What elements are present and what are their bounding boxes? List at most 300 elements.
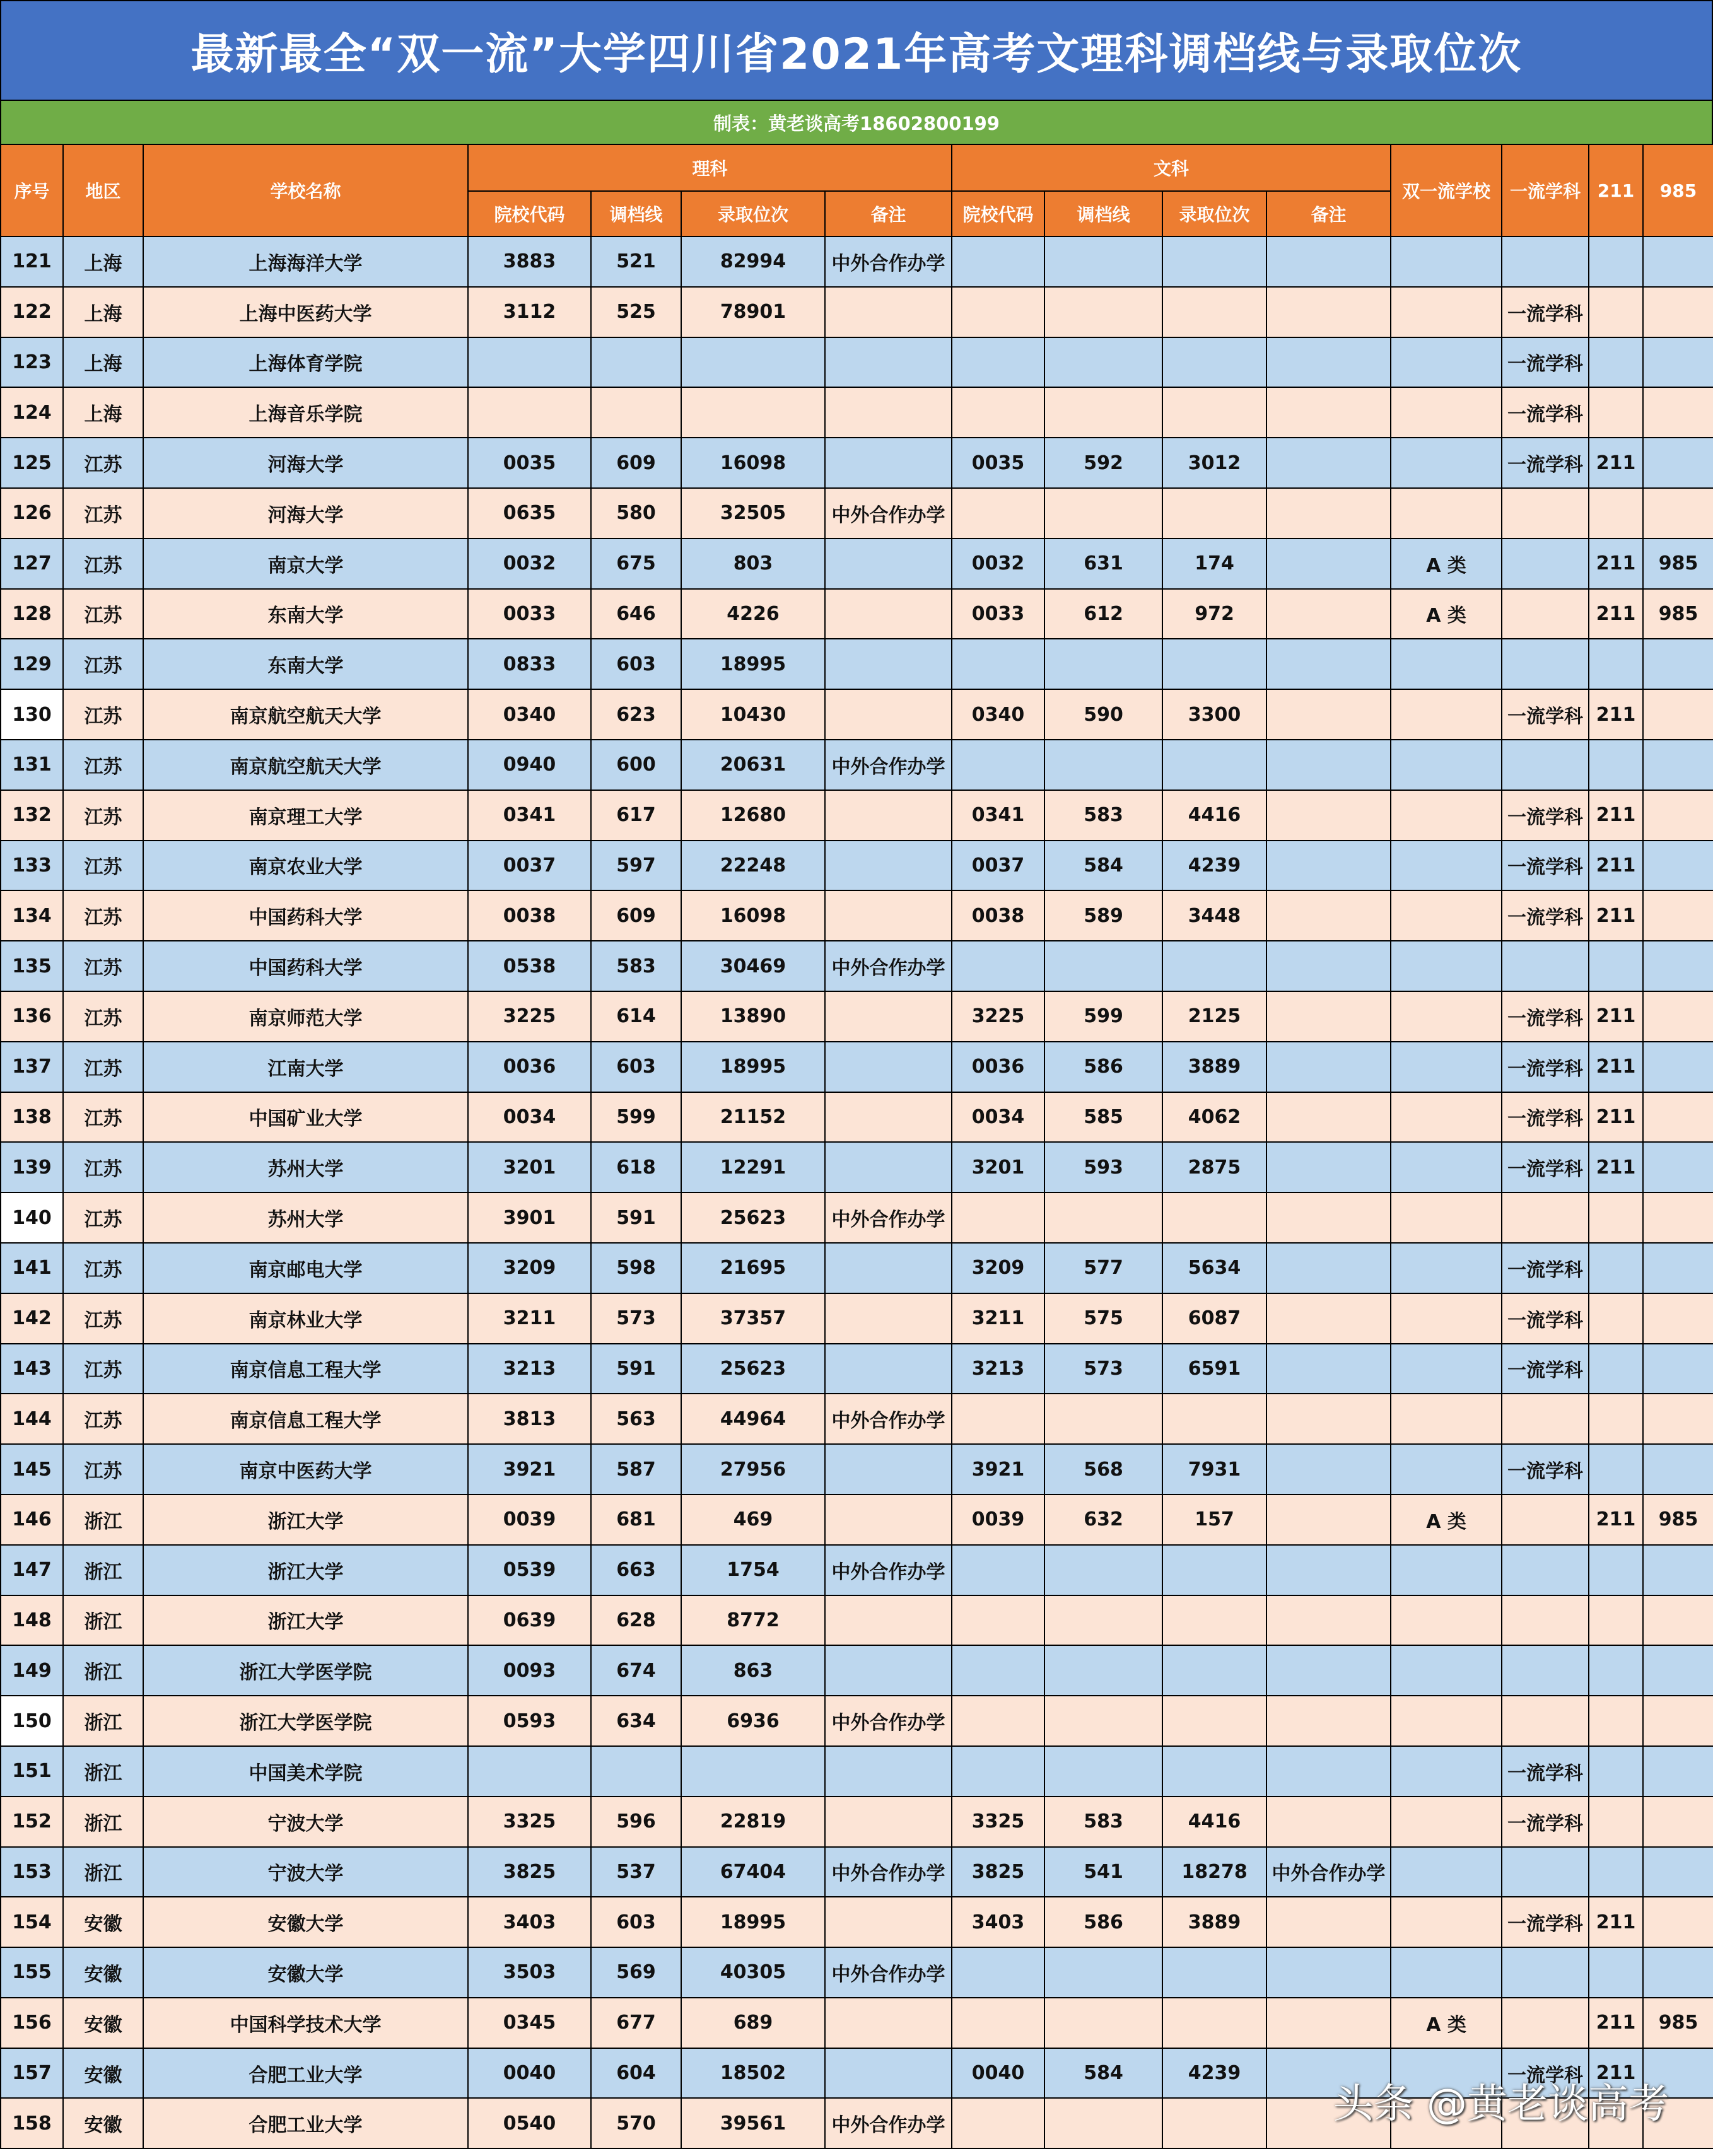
cell-arts-rank bbox=[1162, 639, 1266, 689]
table-row bbox=[1, 890, 1713, 941]
cell-arts-rank: 5634 bbox=[1162, 1243, 1266, 1293]
cell-double-first bbox=[1391, 1192, 1502, 1243]
cell-double-first bbox=[1391, 1344, 1502, 1394]
cell-science-rank: 469 bbox=[681, 1495, 825, 1545]
cell-science-line: 628 bbox=[591, 1595, 681, 1646]
cell-science-code: 3813 bbox=[468, 1394, 591, 1444]
cell-985 bbox=[1643, 1947, 1713, 1998]
cell-arts-note bbox=[1266, 1192, 1391, 1243]
table-row bbox=[1, 841, 1713, 891]
cell-arts-note bbox=[1266, 236, 1391, 287]
cell-arts-code: 0037 bbox=[952, 841, 1044, 891]
header-arts-line: 调档线 bbox=[1044, 191, 1162, 236]
cell-arts-rank: 3300 bbox=[1162, 689, 1266, 740]
cell-science-note bbox=[825, 790, 952, 841]
cell-science-code: 3883 bbox=[468, 236, 591, 287]
cell-science-line: 570 bbox=[591, 2098, 681, 2148]
cell-science-note bbox=[825, 1495, 952, 1545]
cell-arts-rank: 4239 bbox=[1162, 841, 1266, 891]
cell-985 bbox=[1643, 841, 1713, 891]
cell-science-code: 0540 bbox=[468, 2098, 591, 2148]
cell-first-discipline: 一流学科 bbox=[1502, 1243, 1589, 1293]
cell-science-code: 3209 bbox=[468, 1243, 591, 1293]
cell-school: 浙江大学 bbox=[143, 1495, 468, 1545]
cell-985: 985 bbox=[1643, 1998, 1713, 2048]
cell-science-code: 0033 bbox=[468, 589, 591, 639]
cell-science-rank: 13890 bbox=[681, 991, 825, 1042]
cell-arts-line bbox=[1044, 1998, 1162, 2048]
cell-science-line bbox=[591, 337, 681, 388]
cell-arts-code bbox=[952, 1192, 1044, 1243]
cell-arts-code: 0033 bbox=[952, 589, 1044, 639]
cell-science-code: 0034 bbox=[468, 1092, 591, 1143]
cell-region: 江苏 bbox=[63, 639, 143, 689]
cell-science-code: 0039 bbox=[468, 1495, 591, 1545]
cell-science-line: 596 bbox=[591, 1797, 681, 1847]
cell-first-discipline bbox=[1502, 639, 1589, 689]
cell-seq: 127 bbox=[1, 539, 63, 589]
cell-211: 211 bbox=[1589, 890, 1643, 941]
cell-region: 上海 bbox=[63, 287, 143, 337]
cell-seq: 154 bbox=[1, 1897, 63, 1947]
cell-science-code: 3112 bbox=[468, 287, 591, 337]
cell-211: 211 bbox=[1589, 991, 1643, 1042]
cell-science-line: 677 bbox=[591, 1998, 681, 2048]
cell-science-rank: 16098 bbox=[681, 890, 825, 941]
cell-science-line: 663 bbox=[591, 1545, 681, 1595]
cell-region: 江苏 bbox=[63, 1142, 143, 1192]
cell-science-code: 0340 bbox=[468, 689, 591, 740]
cell-seq: 144 bbox=[1, 1394, 63, 1444]
cell-arts-rank bbox=[1162, 740, 1266, 790]
cell-science-note bbox=[825, 337, 952, 388]
cell-first-discipline bbox=[1502, 236, 1589, 287]
cell-science-note: 中外合作办学 bbox=[825, 236, 952, 287]
cell-first-discipline bbox=[1502, 1696, 1589, 1746]
cell-211: 211 bbox=[1589, 790, 1643, 841]
cell-985 bbox=[1643, 1847, 1713, 1897]
cell-arts-note bbox=[1266, 1545, 1391, 1595]
cell-science-rank: 25623 bbox=[681, 1344, 825, 1394]
cell-school: 中国科学技术大学 bbox=[143, 1998, 468, 2048]
cell-985 bbox=[1643, 1394, 1713, 1444]
cell-double-first bbox=[1391, 337, 1502, 388]
cell-science-rank: 78901 bbox=[681, 287, 825, 337]
cell-arts-rank: 18278 bbox=[1162, 1847, 1266, 1897]
cell-double-first: A 类 bbox=[1391, 539, 1502, 589]
cell-211 bbox=[1589, 740, 1643, 790]
cell-211 bbox=[1589, 1192, 1643, 1243]
cell-seq: 139 bbox=[1, 1142, 63, 1192]
cell-science-rank: 863 bbox=[681, 1645, 825, 1696]
cell-arts-note bbox=[1266, 1293, 1391, 1344]
cell-science-rank: 689 bbox=[681, 1998, 825, 2048]
cell-985 bbox=[1643, 1696, 1713, 1746]
cell-school: 安徽大学 bbox=[143, 1897, 468, 1947]
cell-science-rank bbox=[681, 1746, 825, 1797]
cell-science-code: 3825 bbox=[468, 1847, 591, 1897]
cell-arts-code: 0036 bbox=[952, 1042, 1044, 1092]
cell-school: 南京航空航天大学 bbox=[143, 740, 468, 790]
cell-science-line: 591 bbox=[591, 1344, 681, 1394]
cell-school: 浙江大学 bbox=[143, 1595, 468, 1646]
cell-school: 南京信息工程大学 bbox=[143, 1344, 468, 1394]
cell-science-line: 591 bbox=[591, 1192, 681, 1243]
cell-science-line: 634 bbox=[591, 1696, 681, 1746]
table-row bbox=[1, 1897, 1713, 1947]
table-row bbox=[1, 790, 1713, 841]
cell-science-note bbox=[825, 2048, 952, 2099]
cell-first-discipline: 一流学科 bbox=[1502, 1344, 1589, 1394]
cell-science-code: 0032 bbox=[468, 539, 591, 589]
cell-211 bbox=[1589, 488, 1643, 539]
cell-double-first bbox=[1391, 1645, 1502, 1696]
cell-arts-line bbox=[1044, 1696, 1162, 1746]
cell-double-first bbox=[1391, 991, 1502, 1042]
cell-science-line: 598 bbox=[591, 1243, 681, 1293]
cell-double-first bbox=[1391, 287, 1502, 337]
cell-arts-code bbox=[952, 337, 1044, 388]
cell-school: 中国药科大学 bbox=[143, 890, 468, 941]
cell-science-code: 0538 bbox=[468, 941, 591, 991]
cell-science-code: 0593 bbox=[468, 1696, 591, 1746]
header-science-rank: 录取位次 bbox=[681, 191, 825, 236]
cell-seq: 148 bbox=[1, 1595, 63, 1646]
cell-science-code: 3325 bbox=[468, 1797, 591, 1847]
cell-science-rank: 25623 bbox=[681, 1192, 825, 1243]
cell-region: 江苏 bbox=[63, 1192, 143, 1243]
cell-985: 985 bbox=[1643, 1495, 1713, 1545]
cell-science-line: 618 bbox=[591, 1142, 681, 1192]
cell-region: 江苏 bbox=[63, 488, 143, 539]
cell-211: 211 bbox=[1589, 438, 1643, 488]
cell-science-code: 0035 bbox=[468, 438, 591, 488]
cell-arts-code: 0341 bbox=[952, 790, 1044, 841]
cell-seq: 155 bbox=[1, 1947, 63, 1998]
cell-science-rank: 39561 bbox=[681, 2098, 825, 2148]
cell-double-first bbox=[1391, 1847, 1502, 1897]
cell-science-code: 0036 bbox=[468, 1042, 591, 1092]
cell-seq: 157 bbox=[1, 2048, 63, 2099]
cell-arts-line: 592 bbox=[1044, 438, 1162, 488]
cell-arts-note bbox=[1266, 387, 1391, 438]
table-row bbox=[1, 1645, 1713, 1696]
cell-211 bbox=[1589, 1696, 1643, 1746]
cell-seq: 123 bbox=[1, 337, 63, 388]
table-row bbox=[1, 1947, 1713, 1998]
cell-arts-rank bbox=[1162, 287, 1266, 337]
cell-985 bbox=[1643, 1444, 1713, 1495]
cell-985 bbox=[1643, 236, 1713, 287]
cell-science-rank: 12680 bbox=[681, 790, 825, 841]
header-science-note: 备注 bbox=[825, 191, 952, 236]
cell-school: 浙江大学 bbox=[143, 1545, 468, 1595]
cell-science-line: 603 bbox=[591, 639, 681, 689]
cell-arts-code: 0034 bbox=[952, 1092, 1044, 1143]
cell-arts-line bbox=[1044, 2098, 1162, 2148]
cell-arts-note: 中外合作办学 bbox=[1266, 1847, 1391, 1897]
cell-211 bbox=[1589, 1545, 1643, 1595]
cell-region: 浙江 bbox=[63, 1595, 143, 1646]
cell-school: 合肥工业大学 bbox=[143, 2048, 468, 2099]
cell-arts-line bbox=[1044, 236, 1162, 287]
cell-seq: 121 bbox=[1, 236, 63, 287]
table-row bbox=[1, 639, 1713, 689]
cell-science-line: 587 bbox=[591, 1444, 681, 1495]
cell-arts-line: 585 bbox=[1044, 1092, 1162, 1143]
cell-seq: 156 bbox=[1, 1998, 63, 2048]
cell-arts-rank bbox=[1162, 1746, 1266, 1797]
cell-arts-line: 589 bbox=[1044, 890, 1162, 941]
cell-science-line: 623 bbox=[591, 689, 681, 740]
header-science-group: 理科 bbox=[468, 144, 952, 191]
table-row bbox=[1, 1444, 1713, 1495]
table-body bbox=[1, 236, 1713, 2148]
cell-double-first bbox=[1391, 1293, 1502, 1344]
cell-school: 东南大学 bbox=[143, 639, 468, 689]
cell-science-note bbox=[825, 1142, 952, 1192]
cell-arts-code: 3211 bbox=[952, 1293, 1044, 1344]
cell-211 bbox=[1589, 1947, 1643, 1998]
cell-first-discipline: 一流学科 bbox=[1502, 1797, 1589, 1847]
cell-science-code: 3901 bbox=[468, 1192, 591, 1243]
cell-985 bbox=[1643, 488, 1713, 539]
cell-arts-note bbox=[1266, 689, 1391, 740]
cell-science-note bbox=[825, 1797, 952, 1847]
admission-table bbox=[0, 144, 1713, 2149]
cell-region: 江苏 bbox=[63, 890, 143, 941]
cell-science-code: 0345 bbox=[468, 1998, 591, 2048]
cell-science-note: 中外合作办学 bbox=[825, 488, 952, 539]
cell-arts-code bbox=[952, 1947, 1044, 1998]
cell-school: 南京林业大学 bbox=[143, 1293, 468, 1344]
cell-211 bbox=[1589, 1797, 1643, 1847]
cell-region: 江苏 bbox=[63, 1042, 143, 1092]
cell-arts-line bbox=[1044, 941, 1162, 991]
cell-science-code: 0833 bbox=[468, 639, 591, 689]
table-row bbox=[1, 1797, 1713, 1847]
cell-arts-rank: 3012 bbox=[1162, 438, 1266, 488]
cell-science-code: 3503 bbox=[468, 1947, 591, 1998]
cell-region: 安徽 bbox=[63, 1998, 143, 2048]
cell-first-discipline: 一流学科 bbox=[1502, 1293, 1589, 1344]
cell-region: 浙江 bbox=[63, 1645, 143, 1696]
cell-arts-line: 632 bbox=[1044, 1495, 1162, 1545]
cell-985 bbox=[1643, 740, 1713, 790]
cell-science-note bbox=[825, 287, 952, 337]
cell-arts-line: 586 bbox=[1044, 1897, 1162, 1947]
cell-double-first bbox=[1391, 1545, 1502, 1595]
cell-arts-line: 541 bbox=[1044, 1847, 1162, 1897]
cell-science-note bbox=[825, 589, 952, 639]
cell-arts-note bbox=[1266, 1243, 1391, 1293]
cell-double-first bbox=[1391, 1042, 1502, 1092]
cell-seq: 138 bbox=[1, 1092, 63, 1143]
cell-211: 211 bbox=[1589, 1092, 1643, 1143]
cell-arts-rank: 6591 bbox=[1162, 1344, 1266, 1394]
cell-double-first bbox=[1391, 841, 1502, 891]
cell-211: 211 bbox=[1589, 1998, 1643, 2048]
cell-211: 211 bbox=[1589, 539, 1643, 589]
cell-science-note: 中外合作办学 bbox=[825, 1545, 952, 1595]
cell-arts-line bbox=[1044, 1595, 1162, 1646]
table-row bbox=[1, 991, 1713, 1042]
cell-211: 211 bbox=[1589, 1142, 1643, 1192]
table-row bbox=[1, 941, 1713, 991]
cell-211 bbox=[1589, 1293, 1643, 1344]
maker-credit: 制表：黄老谈高考18602800199 bbox=[0, 101, 1713, 144]
cell-arts-note bbox=[1266, 1092, 1391, 1143]
cell-first-discipline bbox=[1502, 1192, 1589, 1243]
header-science-line: 调档线 bbox=[591, 191, 681, 236]
cell-science-rank: 21152 bbox=[681, 1092, 825, 1143]
cell-211: 211 bbox=[1589, 1495, 1643, 1545]
cell-science-note bbox=[825, 1042, 952, 1092]
cell-seq: 122 bbox=[1, 287, 63, 337]
cell-arts-line bbox=[1044, 740, 1162, 790]
cell-school: 南京大学 bbox=[143, 539, 468, 589]
cell-science-rank: 18502 bbox=[681, 2048, 825, 2099]
cell-985 bbox=[1643, 1042, 1713, 1092]
cell-arts-line: 577 bbox=[1044, 1243, 1162, 1293]
cell-region: 浙江 bbox=[63, 1696, 143, 1746]
cell-science-code: 0940 bbox=[468, 740, 591, 790]
cell-arts-code: 0038 bbox=[952, 890, 1044, 941]
cell-seq: 129 bbox=[1, 639, 63, 689]
cell-arts-code: 0035 bbox=[952, 438, 1044, 488]
cell-arts-note bbox=[1266, 941, 1391, 991]
cell-science-line: 675 bbox=[591, 539, 681, 589]
table-row bbox=[1, 1293, 1713, 1344]
cell-985 bbox=[1643, 1092, 1713, 1143]
cell-school: 苏州大学 bbox=[143, 1142, 468, 1192]
cell-seq: 128 bbox=[1, 589, 63, 639]
cell-science-rank bbox=[681, 387, 825, 438]
cell-science-line bbox=[591, 1746, 681, 1797]
cell-science-code: 3403 bbox=[468, 1897, 591, 1947]
cell-school: 南京理工大学 bbox=[143, 790, 468, 841]
cell-science-note: 中外合作办学 bbox=[825, 941, 952, 991]
cell-double-first bbox=[1391, 1243, 1502, 1293]
cell-first-discipline: 一流学科 bbox=[1502, 438, 1589, 488]
cell-seq: 124 bbox=[1, 387, 63, 438]
cell-science-line: 674 bbox=[591, 1645, 681, 1696]
table-row bbox=[1, 387, 1713, 438]
cell-science-rank: 8772 bbox=[681, 1595, 825, 1646]
cell-seq: 134 bbox=[1, 890, 63, 941]
cell-first-discipline: 一流学科 bbox=[1502, 337, 1589, 388]
cell-region: 江苏 bbox=[63, 539, 143, 589]
cell-arts-code bbox=[952, 287, 1044, 337]
cell-region: 江苏 bbox=[63, 790, 143, 841]
cell-arts-rank bbox=[1162, 941, 1266, 991]
header-first-discipline: 一流学科 bbox=[1502, 144, 1589, 236]
cell-arts-note bbox=[1266, 438, 1391, 488]
cell-science-line: 563 bbox=[591, 1394, 681, 1444]
cell-211 bbox=[1589, 639, 1643, 689]
cell-region: 浙江 bbox=[63, 1495, 143, 1545]
table-row bbox=[1, 1998, 1713, 2048]
cell-seq: 132 bbox=[1, 790, 63, 841]
cell-arts-note bbox=[1266, 790, 1391, 841]
cell-arts-line: 583 bbox=[1044, 790, 1162, 841]
cell-arts-code: 3825 bbox=[952, 1847, 1044, 1897]
cell-first-discipline: 一流学科 bbox=[1502, 890, 1589, 941]
cell-science-code: 0341 bbox=[468, 790, 591, 841]
cell-arts-rank: 3889 bbox=[1162, 1042, 1266, 1092]
cell-211 bbox=[1589, 236, 1643, 287]
table-row bbox=[1, 1595, 1713, 1646]
cell-arts-code: 3225 bbox=[952, 991, 1044, 1042]
cell-arts-line: 584 bbox=[1044, 841, 1162, 891]
cell-first-discipline bbox=[1502, 941, 1589, 991]
cell-985 bbox=[1643, 438, 1713, 488]
cell-region: 江苏 bbox=[63, 1092, 143, 1143]
cell-school: 河海大学 bbox=[143, 488, 468, 539]
cell-arts-note bbox=[1266, 1042, 1391, 1092]
cell-seq: 152 bbox=[1, 1797, 63, 1847]
cell-985 bbox=[1643, 1645, 1713, 1696]
cell-science-note bbox=[825, 1897, 952, 1947]
cell-arts-rank: 4239 bbox=[1162, 2048, 1266, 2099]
cell-arts-rank bbox=[1162, 1947, 1266, 1998]
cell-science-note bbox=[825, 1998, 952, 2048]
cell-211 bbox=[1589, 1645, 1643, 1696]
cell-science-code: 3211 bbox=[468, 1293, 591, 1344]
cell-double-first: A 类 bbox=[1391, 1998, 1502, 2048]
cell-double-first bbox=[1391, 1394, 1502, 1444]
header-arts-note: 备注 bbox=[1266, 191, 1391, 236]
cell-science-code: 3921 bbox=[468, 1444, 591, 1495]
cell-arts-rank bbox=[1162, 1595, 1266, 1646]
cell-science-code: 0093 bbox=[468, 1645, 591, 1696]
cell-science-note: 中外合作办学 bbox=[825, 1696, 952, 1746]
cell-arts-line: 583 bbox=[1044, 1797, 1162, 1847]
table-row bbox=[1, 1344, 1713, 1394]
cell-school: 上海体育学院 bbox=[143, 337, 468, 388]
cell-double-first bbox=[1391, 740, 1502, 790]
cell-region: 浙江 bbox=[63, 1797, 143, 1847]
cell-arts-note bbox=[1266, 1344, 1391, 1394]
cell-double-first bbox=[1391, 689, 1502, 740]
cell-region: 浙江 bbox=[63, 1847, 143, 1897]
cell-arts-note bbox=[1266, 1142, 1391, 1192]
cell-school: 合肥工业大学 bbox=[143, 2098, 468, 2148]
cell-region: 江苏 bbox=[63, 1444, 143, 1495]
cell-double-first bbox=[1391, 1746, 1502, 1797]
cell-science-code: 0038 bbox=[468, 890, 591, 941]
cell-arts-note bbox=[1266, 589, 1391, 639]
cell-arts-code bbox=[952, 2098, 1044, 2148]
cell-first-discipline: 一流学科 bbox=[1502, 1042, 1589, 1092]
cell-211 bbox=[1589, 387, 1643, 438]
table-row bbox=[1, 1092, 1713, 1143]
table-row bbox=[1, 589, 1713, 639]
cell-first-discipline: 一流学科 bbox=[1502, 1142, 1589, 1192]
watermark: 头条 @黄老谈高考 bbox=[1333, 2081, 1669, 2128]
cell-science-note: 中外合作办学 bbox=[825, 1947, 952, 1998]
cell-region: 上海 bbox=[63, 387, 143, 438]
cell-arts-rank: 7931 bbox=[1162, 1444, 1266, 1495]
cell-arts-rank bbox=[1162, 1696, 1266, 1746]
cell-science-rank: 6936 bbox=[681, 1696, 825, 1746]
cell-arts-code: 0032 bbox=[952, 539, 1044, 589]
cell-seq: 130 bbox=[1, 689, 63, 740]
cell-science-note bbox=[825, 1293, 952, 1344]
table-row bbox=[1, 1394, 1713, 1444]
cell-science-rank: 16098 bbox=[681, 438, 825, 488]
cell-region: 江苏 bbox=[63, 841, 143, 891]
